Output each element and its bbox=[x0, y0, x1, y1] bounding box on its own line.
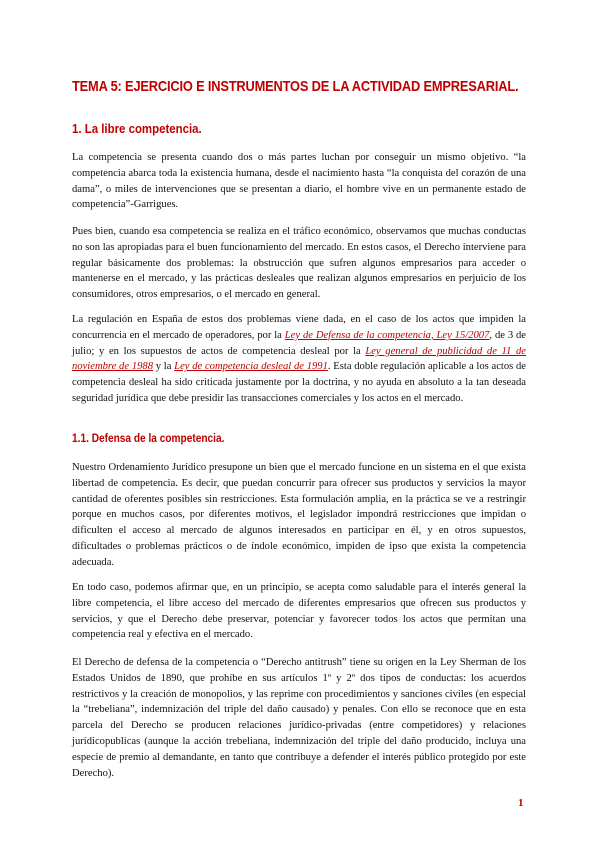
paragraph-3-text-4: . Esta doble regulación aplicable a los actos de competencia desleal ha sido criticada justamente por la doctrina, y no ayuda en absoluto a la tan deseada seguridad jurídica que debe presidir las transacciones comerciales y los actos en el mercado. bbox=[72, 361, 527, 404]
page-number: 1 bbox=[518, 797, 524, 809]
paragraph-4: Nuestro Ordenamiento Jurídico presupone un bien que el mercado funcione en un sistema en el que exista libertad de competencia. Es decir, que puedan concurrir para ofrecer sus productos y servicios la mayor cantidad de oferentes posibles sin restricciones. Esta formulación amplia, en la práctica se ve a restringir porque en muchos casos, por diferentes motivos, el legislador impondrá restricciones que impidan o dificulten el acceso al mercado de algunos interesados en participar en él, y en otros supuestos, dificultades o problemas prácticos o de índole económico, impiden de ipso que exista la competencia adecuada. bbox=[72, 462, 526, 568]
law-link-competencia-desleal[interactable]: Ley de competencia desleal de 1991 bbox=[174, 361, 328, 373]
paragraph-5: En todo caso, podemos afirmar que, en un principio, se acepta como saludable para el interés general la libre competencia, el libre acceso del mercado de diferentes empresarios que ofrecen sus productos y servicios, y que el Derecho debe preservar, potenciar y favorecer todos los actos que permitan una competencia real y efectiva en el mercado. bbox=[72, 582, 526, 641]
section-heading-1: 1. La libre competencia. bbox=[72, 121, 202, 136]
law-link-publicidad[interactable]: Ley general de publicidad de 11 de noviembre de 1988 bbox=[72, 345, 526, 373]
paragraph-3-text-1: La regulación en España de estos dos problemas viene dada, en el caso de los actos que impiden la concurrencia en el mercado de operadores, por la bbox=[72, 314, 526, 341]
paragraph-3-text-2: , de 3 de julio; y en los supuestos de actos de competencia desleal por la bbox=[72, 329, 526, 357]
paragraph-2: Pues bien, cuando esa competencia se realiza en el tráfico económico, observamos que muchas conductas no son las apropiadas para el buen funcionamiento del mercado. En estos casos, el Derecho interviene para regular básicamente dos problemas: la obstrucción que sufren algunos empresarios para acceder o mantenerse en el mercado, y las prácticas desleales que realizan algunos empresarios en perjuicio de los consumidores, otros empresarios, o el mercado en general. bbox=[72, 226, 526, 301]
paragraph-3-text-3: y la bbox=[153, 361, 175, 373]
law-link-defensa-competencia[interactable]: Ley de Defensa de la competencia, Ley 15/2007 bbox=[284, 329, 490, 341]
paragraph-3 bbox=[72, 312, 526, 407]
document-title: TEMA 5: EJERCICIO E INSTRUMENTOS DE LA ACTIVIDAD EMPRESARIAL. bbox=[72, 79, 519, 95]
paragraph-6: El Derecho de defensa de la competencia o “Derecho antitrush” tiene su origen en la Ley Sherman de los Estados Unidos de 1890, que prohíbe en sus artículos 1º y 2º dos tipos de conductas: los acuerdos restrictivos y la creación de monopolios, y las reprime con procedimientos y sanciones civiles (en especial la “trebeliana”, indemnización del triple del daño causado) y penales. Con ello se reconoce que en esta parcela del Derecho se producen relaciones jurídico-privadas (entre competidores) y relaciones jurídicopublicas (aunque la acción trebeliana, indemnización del triple del daño producido, incluya una especie de premio al demandante, en tanto que contribuye a defender el interés público protegido por este Derecho). bbox=[72, 657, 526, 779]
section-heading-1-1: 1.1. Defensa de la competencia. bbox=[72, 433, 225, 445]
paragraph-1: La competencia se presenta cuando dos o más partes luchan por conseguir un mismo objetivo. “la competencia abarca toda la existencia humana, desde el nacimiento hasta “la conquista del corazón de una dama”, o miles de intervenciones que se presentan a diario, el hombre vive en un permanente estado de competencia”-Garrigues. bbox=[72, 152, 526, 211]
